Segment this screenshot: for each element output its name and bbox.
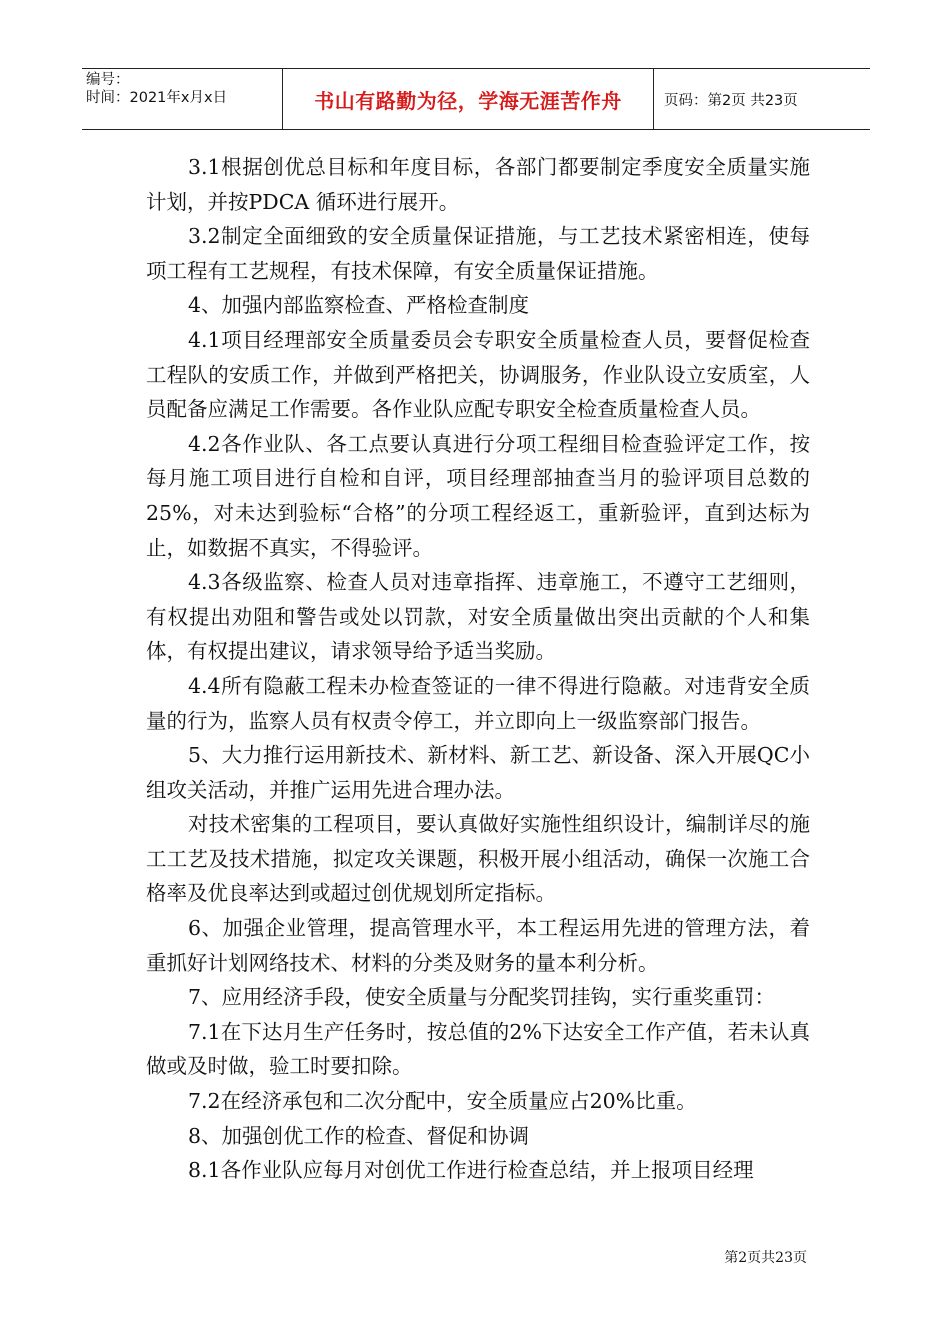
paragraph: 7.2在经济承包和二次分配中，安全质量应占20%比重。 bbox=[188, 1089, 697, 1114]
paragraph: 3.2制定全面细致的安全质量保证措施，与工艺技术紧密相连，使每项工程有工艺规程，有技术保障，有安全质量保证措施。 bbox=[146, 224, 810, 283]
paragraph: 8.1各作业队应每月对创优工作进行检查总结，并上报项目经理 bbox=[188, 1158, 754, 1183]
header-meta bbox=[82, 69, 282, 129]
paragraph: 4.1项目经理部安全质量委员会专职安全质量检查人员，要督促检查工程队的安质工作，并做到严格把关，协调服务，作业队设立安质室，人员配备应满足工作需要。各作业队应配专职安全检查质量检查人员。 bbox=[146, 327, 810, 422]
paragraph: 4.2各作业队、各工点要认真进行分项工程细目检查验评定工作，按每月施工项目进行自检和自评，项目经理部抽查当月的验评项目总数的25%，对未达到验标“合格”的分项工程经返工，重新验评，直到达标为止，如数据不真实，不得验评。 bbox=[146, 431, 810, 560]
paragraph: 4、加强内部监察检查、严格检查制度 bbox=[188, 293, 530, 318]
number-label: 编号： bbox=[86, 72, 130, 88]
paragraph: 8、加强创优工作的检查、督促和协调 bbox=[188, 1123, 530, 1148]
paragraph: 6、加强企业管理，提高管理水平，本工程运用先进的管理方法，着重抓好计划网络技术、材料的分类及财务的量本利分析。 bbox=[146, 916, 810, 975]
paragraph: 4.3各级监察、检查人员对违章指挥、违章施工，不遵守工艺细则，有权提出劝阻和警告或处以罚款，对安全质量做出突出贡献的个人和集体，有权提出建议，请求领导给予适当奖励。 bbox=[146, 570, 810, 664]
paragraph: 对技术密集的工程项目，要认真做好实施性组织设计，编制详尽的施工工艺及技术措施，拟定攻关课题，积极开展小组活动，确保一次施工合格率及优良率达到或超过创优规划所定指标。 bbox=[146, 812, 810, 906]
paragraph: 4.4所有隐蔽工程未办检查签证的一律不得进行隐蔽。对违背安全质量的行为，监察人员有权责令停工，并立即向上一级监察部门报告。 bbox=[146, 673, 810, 733]
paragraph: 7、应用经济手段，使安全质量与分配奖罚挂钩，实行重奖重罚： bbox=[188, 985, 776, 1010]
paragraph: 5、大力推行运用新技术、新材料、新工艺、新设备、深入开展QC小组攻关活动，并推广运用先进合理办法。 bbox=[146, 743, 810, 802]
document-header bbox=[82, 68, 870, 130]
header-page-info: 页码：第2页 共23页 bbox=[664, 92, 798, 109]
paragraph: 7.1在下达月生产任务时，按总值的2%下达安全工作产值，若未认真做或及时做，验工时要扣除。 bbox=[146, 1019, 810, 1079]
header-motto: 书山有路勤为径，学海无涯苦作舟 bbox=[282, 69, 654, 129]
document-body bbox=[146, 150, 810, 1188]
time-label: 时间：2021年x月x日 bbox=[86, 90, 228, 106]
page-footer: 第2页共23页 bbox=[724, 1250, 807, 1266]
paragraph: 3.1根据创优总目标和年度目标，各部门都要制定季度安全质量实施计划，并按PDCA 循环进行展开。 bbox=[146, 155, 810, 214]
